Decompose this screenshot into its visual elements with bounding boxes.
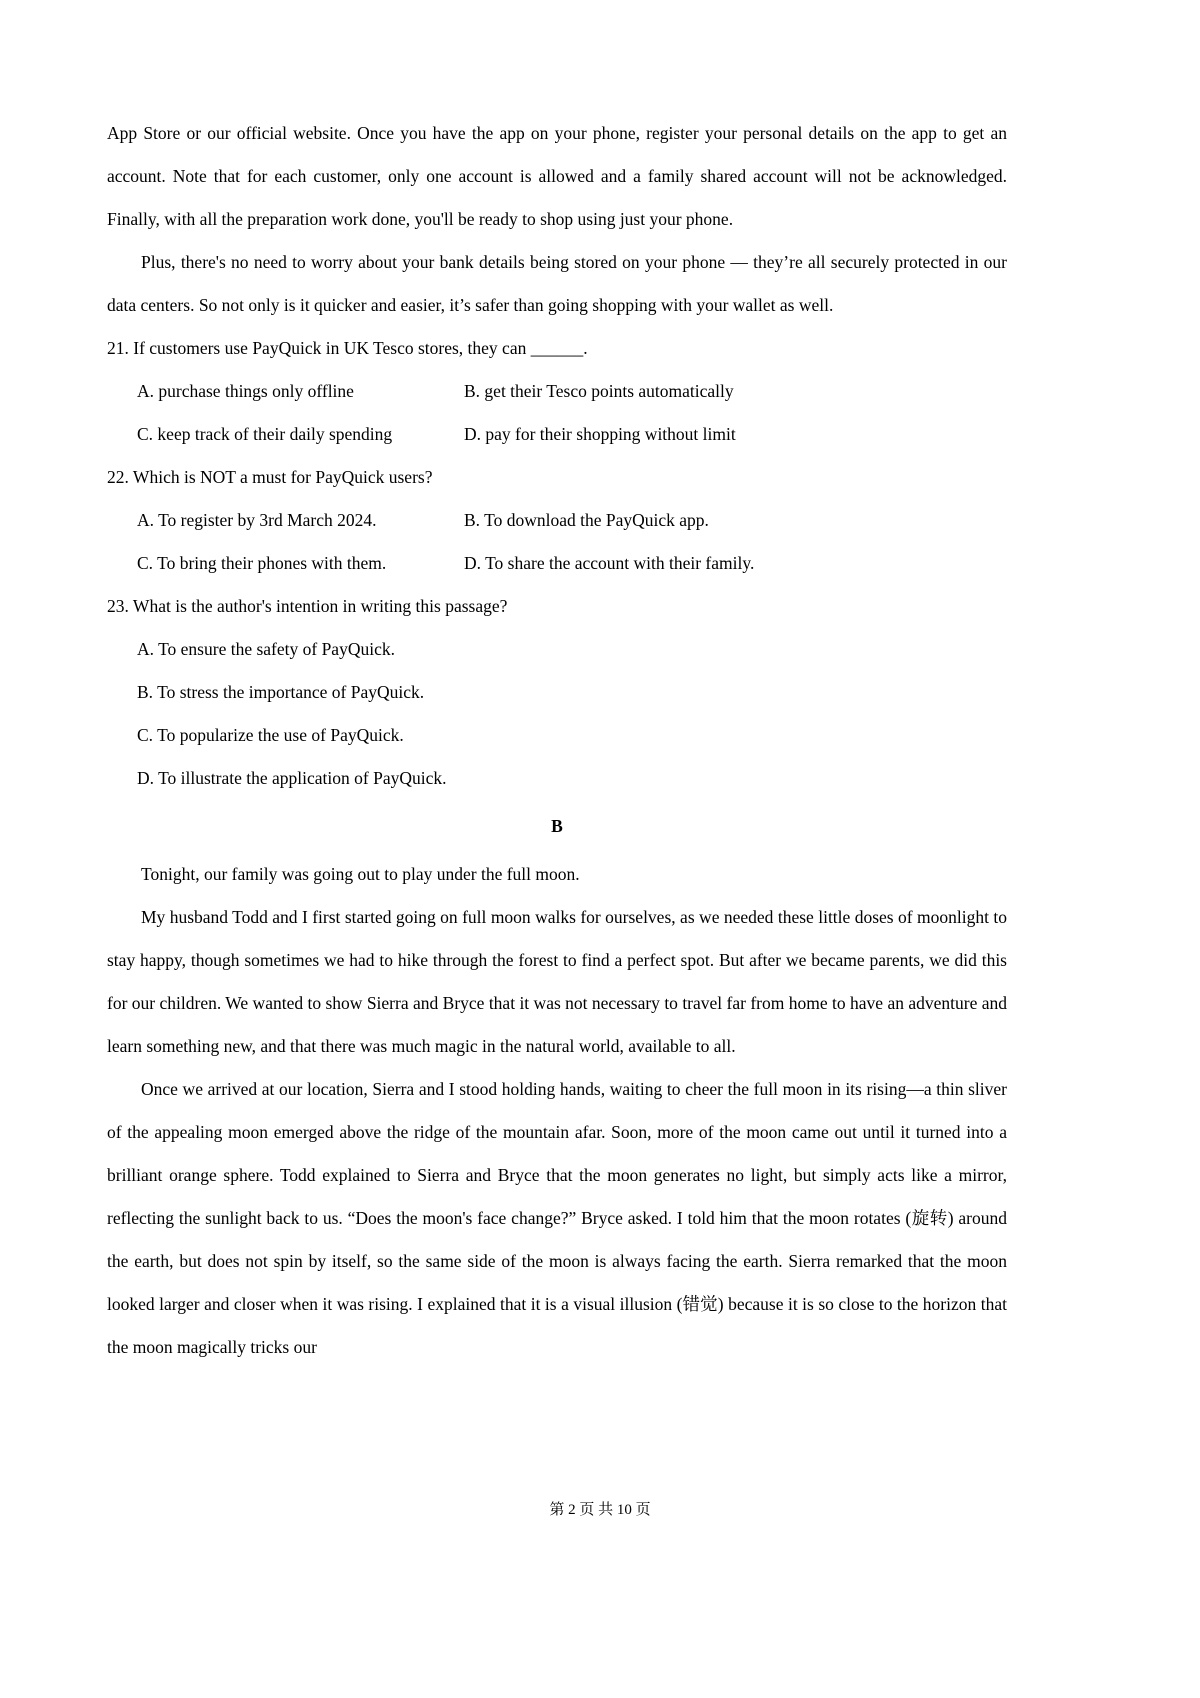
option-row	[107, 370, 1007, 413]
passage-paragraph: Tonight, our family was going out to play under the full moon.	[141, 864, 580, 884]
question-22	[107, 456, 1007, 585]
question-stem: 21. If customers use PayQuick in UK Tesco stores, they can ______.	[107, 338, 588, 358]
question-stem: 22. Which is NOT a must for PayQuick users?	[107, 467, 433, 487]
question-23	[107, 585, 1007, 800]
option-d: D. To share the account with their family.	[464, 553, 755, 573]
option-row	[107, 542, 1007, 585]
passage-paragraph: Once we arrived at our location, Sierra and I stood holding hands, waiting to cheer the full moon in its rising—a thin sliver of the appealing moon emerged above the ridge of the mountain afar. Soon, more of the moon came out until it turned into a brilliant orange sphere. Todd explained to Sierra and Bryce that the moon generates no light, but simply acts like a mirror, reflecting the sunlight back to us. “Does the moon's face change?” Bryce asked. I told him that the moon rotates (旋转) around the earth, but does not spin by itself, so the same side of the moon is always facing the earth. Sierra remarked that the moon looked larger and closer when it was rising. I explained that it is a visual illusion (错觉) because it is so close to the horizon that the moon magically tricks our	[107, 1079, 1007, 1357]
option-a: A. To ensure the safety of PayQuick.	[137, 639, 395, 659]
page-content	[107, 112, 1007, 1369]
body-paragraph: Plus, there's no need to worry about your bank details being stored on your phone — they’re all securely protected in our data centers. So not only is it quicker and easier, it’s safer than going shopping with your wallet as well.	[107, 252, 1007, 315]
option-d: D. To illustrate the application of PayQuick.	[137, 768, 447, 788]
option-c: C. To popularize the use of PayQuick.	[137, 725, 404, 745]
question-21	[107, 327, 1007, 456]
option-b: B. get their Tesco points automatically	[464, 381, 734, 401]
passage-paragraph: My husband Todd and I first started going on full moon walks for ourselves, as we needed these little doses of moonlight to stay happy, though sometimes we had to hike through the forest to find a perfect spot. But after we became parents, we did this for our children. We wanted to show Sierra and Bryce that it was not necessary to travel far from home to have an adventure and learn something new, and that there was much magic in the natural world, available to all.	[107, 907, 1007, 1056]
section-b-header: B	[551, 816, 563, 836]
page-footer: 第 2 页 共 10 页	[549, 1502, 651, 1518]
option-b: B. To stress the importance of PayQuick.	[137, 682, 425, 702]
option-c: C. keep track of their daily spending	[137, 424, 393, 444]
question-stem: 23. What is the author's intention in writing this passage?	[107, 596, 508, 616]
option-a: A. purchase things only offline	[137, 381, 354, 401]
option-a: A. To register by 3rd March 2024.	[137, 510, 377, 530]
option-d: D. pay for their shopping without limit	[464, 424, 736, 444]
option-row	[107, 499, 1007, 542]
option-b: B. To download the PayQuick app.	[464, 510, 709, 530]
body-paragraph: App Store or our official website. Once you have the app on your phone, register your personal details on the app to get an account. Note that for each customer, only one account is allowed and a family shared account will not be acknowledged. Finally, with all the preparation work done, you'll be ready to shop using just your phone.	[107, 123, 1007, 229]
option-c: C. To bring their phones with them.	[137, 553, 387, 573]
option-row	[107, 413, 1007, 456]
